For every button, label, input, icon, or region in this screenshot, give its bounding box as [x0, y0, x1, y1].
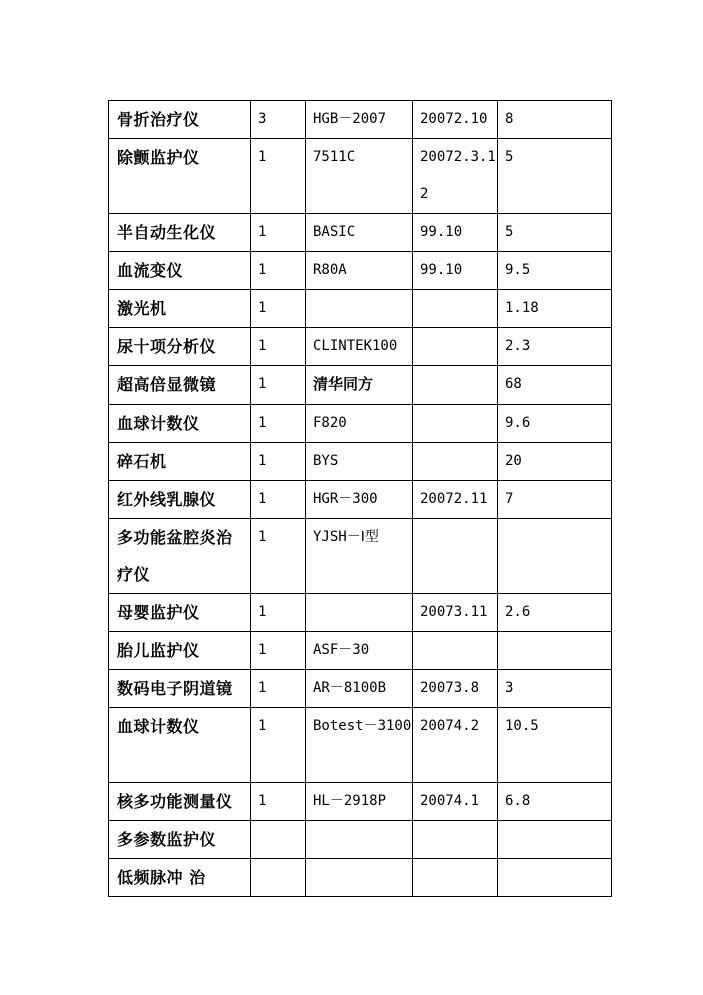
- quantity: 1: [251, 443, 306, 481]
- equipment-name: 血流变仪: [109, 252, 251, 290]
- quantity: 1: [251, 366, 306, 405]
- purchase-date: 20074.2: [413, 708, 498, 783]
- quantity: 1: [251, 783, 306, 821]
- purchase-date: 20073.8: [413, 670, 498, 708]
- equipment-name: 多参数监护仪: [109, 821, 251, 859]
- model: BYS: [306, 443, 413, 481]
- quantity: 1: [251, 708, 306, 783]
- equipment-name: 胎儿监护仪: [109, 632, 251, 670]
- model: Botest－3100: [306, 708, 413, 783]
- value: 2.6: [498, 594, 612, 632]
- model: YJSH－Ⅰ型: [306, 519, 413, 594]
- table-row: [109, 139, 612, 214]
- table-row: [109, 859, 612, 897]
- equipment-name: 半自动生化仪: [109, 214, 251, 252]
- quantity: 1: [251, 481, 306, 519]
- value: [498, 821, 612, 859]
- quantity: 1: [251, 290, 306, 328]
- purchase-date: 20072.3.12: [413, 139, 498, 214]
- quantity: 1: [251, 252, 306, 290]
- model: [306, 821, 413, 859]
- value: 8: [498, 101, 612, 139]
- model: HGB－2007: [306, 101, 413, 139]
- equipment-name: 母婴监护仪: [109, 594, 251, 632]
- value: 9.6: [498, 405, 612, 443]
- equipment-name: 骨折治疗仪: [109, 101, 251, 139]
- table-row: [109, 328, 612, 366]
- table-row: [109, 101, 612, 139]
- purchase-date: [413, 632, 498, 670]
- equipment-name: 多功能盆腔炎治疗仪: [109, 519, 251, 594]
- table-row: [109, 783, 612, 821]
- value: 9.5: [498, 252, 612, 290]
- equipment-name: 尿十项分析仪: [109, 328, 251, 366]
- purchase-date: [413, 328, 498, 366]
- quantity: 1: [251, 632, 306, 670]
- purchase-date: 20073.11: [413, 594, 498, 632]
- model: R80A: [306, 252, 413, 290]
- table-row: [109, 708, 612, 783]
- model: ASF－30: [306, 632, 413, 670]
- purchase-date: 99.10: [413, 214, 498, 252]
- value: 68: [498, 366, 612, 405]
- model: [306, 859, 413, 897]
- model: AR－8100B: [306, 670, 413, 708]
- value: 5: [498, 139, 612, 214]
- value: 2.3: [498, 328, 612, 366]
- table-row: [109, 519, 612, 594]
- model: CLINTEK100: [306, 328, 413, 366]
- equipment-name-right: 治: [189, 868, 206, 887]
- model: 清华同方: [306, 366, 413, 405]
- equipment-name: 血球计数仪: [109, 405, 251, 443]
- purchase-date: [413, 519, 498, 594]
- value: [498, 632, 612, 670]
- purchase-date: [413, 405, 498, 443]
- purchase-date: [413, 366, 498, 405]
- model: [306, 594, 413, 632]
- equipment-name: 血球计数仪: [109, 708, 251, 783]
- table-row: [109, 821, 612, 859]
- table-row: [109, 252, 612, 290]
- purchase-date: [413, 859, 498, 897]
- quantity: 1: [251, 328, 306, 366]
- table-row: [109, 290, 612, 328]
- purchase-date: [413, 821, 498, 859]
- model: F820: [306, 405, 413, 443]
- model: BASIC: [306, 214, 413, 252]
- table-row: [109, 481, 612, 519]
- value: 10.5: [498, 708, 612, 783]
- quantity: 1: [251, 139, 306, 214]
- table-row: [109, 594, 612, 632]
- equipment-name: 超高倍显微镜: [109, 366, 251, 405]
- equipment-name: [109, 859, 251, 897]
- quantity: [251, 859, 306, 897]
- purchase-date: 99.10: [413, 252, 498, 290]
- model: 7511C: [306, 139, 413, 214]
- purchase-date: 20074.1: [413, 783, 498, 821]
- quantity: 1: [251, 405, 306, 443]
- quantity: 1: [251, 670, 306, 708]
- value: 6.8: [498, 783, 612, 821]
- value: 7: [498, 481, 612, 519]
- model: HL－2918P: [306, 783, 413, 821]
- table-row: [109, 405, 612, 443]
- table-row: [109, 366, 612, 405]
- quantity: 1: [251, 214, 306, 252]
- purchase-date: 20072.10: [413, 101, 498, 139]
- equipment-name-left: 低频脉冲: [117, 868, 184, 887]
- quantity: [251, 821, 306, 859]
- purchase-date: 20072.11: [413, 481, 498, 519]
- table-row: [109, 632, 612, 670]
- value: [498, 519, 612, 594]
- equipment-name: 激光机: [109, 290, 251, 328]
- table-row: [109, 443, 612, 481]
- value: 3: [498, 670, 612, 708]
- quantity: 1: [251, 519, 306, 594]
- quantity: 3: [251, 101, 306, 139]
- equipment-name: 碎石机: [109, 443, 251, 481]
- table-row: [109, 670, 612, 708]
- equipment-name: 数码电子阴道镜: [109, 670, 251, 708]
- model: [306, 290, 413, 328]
- equipment-name: 红外线乳腺仪: [109, 481, 251, 519]
- quantity: 1: [251, 594, 306, 632]
- table-row: [109, 214, 612, 252]
- purchase-date: [413, 290, 498, 328]
- equipment-name: 核多功能测量仪: [109, 783, 251, 821]
- value: 20: [498, 443, 612, 481]
- equipment-table: [108, 100, 612, 897]
- value: 1.18: [498, 290, 612, 328]
- value: 5: [498, 214, 612, 252]
- purchase-date: [413, 443, 498, 481]
- value: [498, 859, 612, 897]
- model: HGR－300: [306, 481, 413, 519]
- equipment-name: 除颤监护仪: [109, 139, 251, 214]
